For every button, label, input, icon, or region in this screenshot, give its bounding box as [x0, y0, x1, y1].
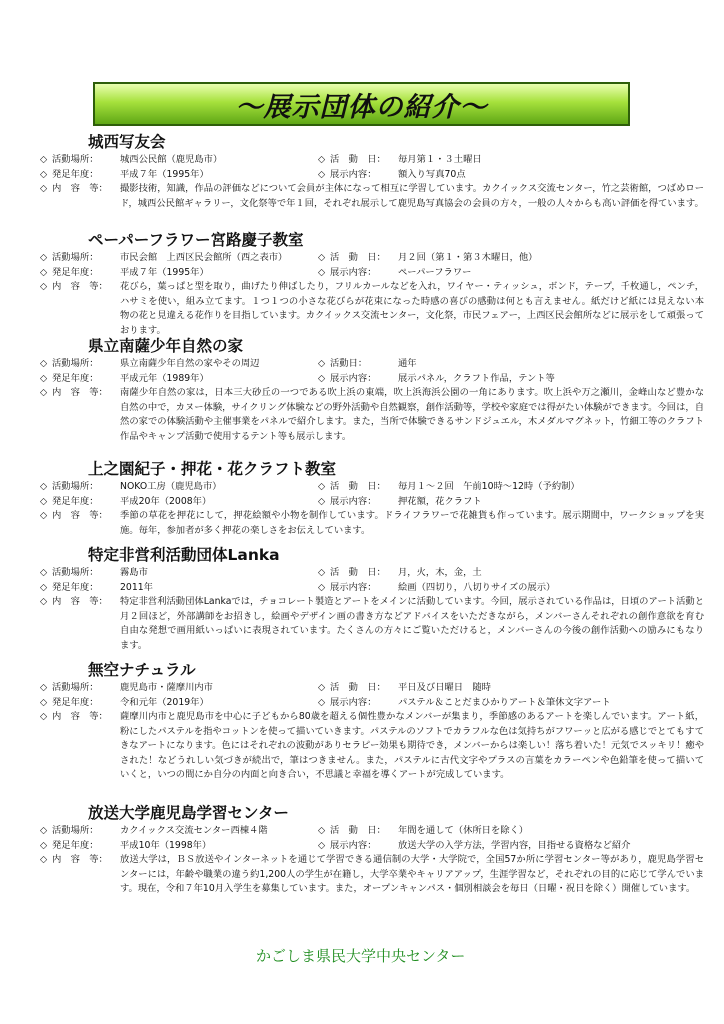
info-row: ◇ 活動場所： 県立南薩少年自然の家やその周辺 ◇ 活動日： 通年: [40, 357, 704, 372]
info-row: ◇ 発足年度： 平成20年（2008年） ◇ 展示内容： 押花額，花クラフト: [40, 495, 704, 510]
diamond-bullet-icon: ◇: [318, 372, 326, 384]
diamond-bullet-icon: ◇: [318, 252, 326, 263]
diamond-bullet-icon: ◇: [40, 510, 48, 521]
diamond-bullet-icon: ◇: [318, 266, 326, 278]
diamond-bullet-icon: ◇: [40, 154, 48, 165]
diamond-bullet-icon: ◇: [318, 358, 326, 369]
description-row: ◇ 内 容 等： 花びら，葉っぱと型を取り，曲げたり伸ばしたり，フリルカールなどを入れ，ワイヤー・ティッシュ，ボンド，テープ，千枚通し，ペンチ，ハサミを使い，組み立てます。１つ１つの小さな花びらが花束になった時感の喜びの感動は何とも言えません。紙だけど紙には見えない本物の花と見違える花作りを目指しています。カクイックス交流センター，文化祭，市民フェアー，上西区民会館所などに展示をして頑張っております。: [40, 280, 704, 338]
description-text: 特定非営利活動団体Lankaでは，チョコレート製造とアートをメインに活動しています。今回，展示されている作品は，日頃のアート活動と月２回ほど，外部講師をお招きし，絵画やデザイン画の書き方などアドバイスをいただきながら，メンバーさんそれぞれの創作意欲を育む自由な発想で画用紙いっぱいに表現されています。たくさんの方々にご覧いただけると，メンバーさんの今後の創作活動への励みにもなります。: [120, 596, 704, 651]
diamond-bullet-icon: ◇: [318, 495, 326, 507]
info-row: ◇ 活動場所： NOKO工房（鹿児島市） ◇ 活 動 日： 毎月１～２回 午前10時～12時（予約制）: [40, 480, 704, 495]
diamond-bullet-icon: ◇: [40, 358, 48, 369]
footer-organization: かごしま県民大学中央センター: [256, 947, 466, 965]
diamond-bullet-icon: ◇: [318, 168, 326, 180]
description-text: 季節の草花を押花にして，押花絵額や小物を制作しています。ドライフラワーで花雑貨も作っています。展示期間中，ワークショップを実施。毎年，参加者が多く押花の楽しさをお伝えしています。: [120, 510, 704, 536]
diamond-bullet-icon: ◇: [40, 839, 48, 851]
section-title: 特定非営利活動団体Lanka: [88, 546, 280, 564]
info-row: ◇ 活動場所： 霧島市 ◇ 活 動 日： 月，火，木，金，土: [40, 566, 704, 581]
diamond-bullet-icon: ◇: [40, 696, 48, 708]
description-text: 花びら，葉っぱと型を取り，曲げたり伸ばしたり，フリルカールなどを入れ，ワイヤー・ティッシュ，ボンド，テープ，千枚通し，ペンチ，ハサミを使い，組み立てます。１つ１つの小さな花びらが花束になった時感の喜びの感動は何とも言えません。紙だけど紙には見えない本物の花と見違える花作りを目指しています。カクイックス交流センター，文化祭，市民フェアー，上西区民会館所などに展示をして頑張っております。: [120, 281, 704, 336]
group-section-oshibana: [40, 458, 704, 538]
description-row: ◇ 内 容 等： 季節の草花を押花にして，押花絵額や小物を制作しています。ドライフラワーで花雑貨も作っています。展示期間中，ワークショップを実施。毎年，参加者が多く押花の楽しさをお伝えしています。: [40, 509, 704, 538]
group-section-hoso-daigaku: [40, 802, 704, 897]
description-text: 南薩少年自然の家は，日本三大砂丘の一つである吹上浜の東端，吹上浜海浜公園の一角にあります。吹上浜や万之瀬川，金峰山など豊かな自然の中で，カヌー体験，サイクリング体験などの野外活動や自然観察，創作活動等，学校や家庭では得がたい体験ができます。今回は，自然の家での体験活動や主催事業をパネルで紹介します。また，当所で体験できるサンドジュエル，木メダルマグネット，竹細工等のクラフト作品やキャンプ活動で使用するテント等も展示します。: [120, 387, 704, 442]
info-row: ◇ 発足年度： 2011年 ◇ 展示内容： 絵画（四切り，八切りサイズの展示）: [40, 581, 704, 596]
diamond-bullet-icon: ◇: [40, 387, 48, 398]
diamond-bullet-icon: ◇: [318, 825, 326, 836]
section-title: 無空ナチュラル: [88, 661, 196, 679]
description-text: 薩摩川内市と鹿児島市を中心に子どもから80歳を超える個性豊かなメンバーが集まり，季節感のあるアートを楽しんでいます。アート紙，粉にしたパステルを指やコットンを使って描いていきます。パステルのソフトでカラフルな色は気持ちがフワーッと広がる感じでとてもすてきなアートになります。色にはそれぞれの波動がありセラピー効果も期待でき，メンバーからは楽しい！落ち着いた！元気でスッキリ！癒やされた！などうれしい気づきが続出で，筆はつきません。また，パステルに古代文字やプラスの言葉をカラーペンや色鉛筆を使って描いていくと，いつの間にか自分の内面と向き合い，不思議と幸福を導くアートが完成しています。: [120, 711, 704, 780]
description-text: 撮影技術，知識，作品の評価などについて会員が主体になって相互に学習しています。カクイックス交流センター，竹之芸術館，つばめロード，城西公民館ギャラリー，文化祭等で年１回，それぞれ展示して鹿児島写真協会の会員の方々，一般の人々からも高い評価を得ています。: [120, 183, 704, 209]
diamond-bullet-icon: ◇: [40, 183, 48, 194]
section-title: 県立南薩少年自然の家: [88, 337, 244, 355]
diamond-bullet-icon: ◇: [40, 266, 48, 278]
diamond-bullet-icon: ◇: [40, 481, 48, 492]
section-title: 城西写友会: [88, 133, 166, 151]
diamond-bullet-icon: ◇: [40, 596, 48, 607]
info-row: ◇ 活動場所： カクイックス交流センター西棟４階 ◇ 活 動 日： 年間を通して（休所日を除く）: [40, 824, 704, 839]
diamond-bullet-icon: ◇: [40, 281, 48, 292]
info-row: ◇ 発足年度： 平成７年（1995年） ◇ 展示内容： 額入り写真70点: [40, 168, 704, 183]
diamond-bullet-icon: ◇: [318, 696, 326, 708]
group-section-paperflower: [40, 229, 704, 338]
group-section-joseisha: [40, 131, 704, 211]
info-row: ◇ 発足年度： 平成７年（1995年） ◇ 展示内容： ペーパーフラワー: [40, 266, 704, 281]
description-row: ◇ 内 容 等： 撮影技術，知識，作品の評価などについて会員が主体になって相互に学習しています。カクイックス交流センター，竹之芸術館，つばめロード，城西公民館ギャラリー，文化祭等で年１回，それぞれ展示して鹿児島写真協会の会員の方々，一般の人々からも高い評価を得ています。: [40, 182, 704, 211]
diamond-bullet-icon: ◇: [40, 825, 48, 836]
banner-title: ～展示団体の紹介～: [235, 91, 488, 123]
group-section-nansatsu: [40, 335, 704, 444]
info-row: ◇ 発足年度： 平成10年（1998年） ◇ 展示内容： 放送大学の入学方法，学習内容，目指せる資格など紹介: [40, 839, 704, 854]
info-row: ◇ 発足年度： 令和元年（2019年） ◇ 展示内容： パステル＆ことだまひかりアート＆筆休文字アート: [40, 696, 704, 711]
diamond-bullet-icon: ◇: [40, 567, 48, 578]
diamond-bullet-icon: ◇: [40, 682, 48, 693]
diamond-bullet-icon: ◇: [318, 154, 326, 165]
diamond-bullet-icon: ◇: [318, 567, 326, 578]
info-row: ◇ 発足年度： 平成元年（1989年） ◇ 展示内容： 展示パネル，クラフト作品，テント等: [40, 372, 704, 387]
diamond-bullet-icon: ◇: [40, 854, 48, 865]
section-title: 放送大学鹿児島学習センター: [88, 804, 289, 822]
description-row: ◇ 内 容 等： 薩摩川内市と鹿児島市を中心に子どもから80歳を超える個性豊かなメンバーが集まり，季節感のあるアートを楽しんでいます。アート紙，粉にしたパステルを指やコットンを使って描いていきます。パステルのソフトでカラフルな色は気持ちがフワーッと広がる感じでとてもすてきなアートになります。色にはそれぞれの波動がありセラピー効果も期待でき，メンバーからは楽しい！落ち着いた！元気でスッキリ！癒やされた！などうれしい気づきが続出で，筆はつきません。また，パステルに古代文字やプラスの言葉をカラーペンや色鉛筆を使って描いていくと，いつの間にか自分の内面と向き合い，不思議と幸福を導くアートが完成しています。: [40, 710, 704, 783]
group-section-lanka: [40, 544, 704, 653]
diamond-bullet-icon: ◇: [40, 372, 48, 384]
group-section-mukuu: [40, 659, 704, 783]
description-row: ◇ 内 容 等： 特定非営利活動団体Lankaでは，チョコレート製造とアートをメインに活動しています。今回，展示されている作品は，日頃のアート活動と月２回ほど，外部講師をお招きし，絵画やデザイン画の書き方などアドバイスをいただきながら，メンバーさんそれぞれの創作意欲を育む自由な発想で画用紙いっぱいに表現されています。たくさんの方々にご覧いただけると，メンバーさんの今後の創作活動への励みにもなります。: [40, 595, 704, 653]
info-row: ◇ 活動場所： 鹿児島市・薩摩川内市 ◇ 活 動 日： 平日及び日曜日 随時: [40, 681, 704, 696]
description-row: ◇ 内 容 等： 南薩少年自然の家は，日本三大砂丘の一つである吹上浜の東端，吹上浜海浜公園の一角にあります。吹上浜や万之瀬川，金峰山など豊かな自然の中で，カヌー体験，サイクリング体験などの野外活動や自然観察，創作活動等，学校や家庭では得がたい体験ができます。今回は，自然の家での体験活動や主催事業をパネルで紹介します。また，当所で体験できるサンドジュエル，木メダルマグネット，竹細工等のクラフト作品やキャンプ活動で使用するテント等も展示します。: [40, 386, 704, 444]
title-banner: [93, 82, 630, 126]
diamond-bullet-icon: ◇: [318, 839, 326, 851]
description-text: 放送大学は，ＢＳ放送やインターネットを通じて学習できる通信制の大学・大学院で，全国57か所に学習センター等があり，鹿児島学習センターには，年齢や職業の違う約1,200人の学生が在籍し，大学卒業やキャリアアップ，生涯学習など，それぞれの目的に応じて学んでいます。現在，令和７年10月入学生を募集しています。また，オープンキャンパス・個別相談会を毎日（日曜・祝日を除く）開催しています。: [120, 854, 704, 894]
description-row: ◇ 内 容 等： 放送大学は，ＢＳ放送やインターネットを通じて学習できる通信制の大学・大学院で，全国57か所に学習センター等があり，鹿児島学習センターには，年齢や職業の違う約1,200人の学生が在籍し，大学卒業やキャリアアップ，生涯学習など，それぞれの目的に応じて学んでいます。現在，令和７年10月入学生を募集しています。また，オープンキャンパス・個別相談会を毎日（日曜・祝日を除く）開催しています。: [40, 853, 704, 897]
section-title: 上之園紀子・押花・花クラフト教室: [88, 460, 337, 478]
diamond-bullet-icon: ◇: [40, 711, 48, 722]
info-row: ◇ 活動場所： 城西公民館（鹿児島市） ◇ 活 動 日： 毎月第１・３土曜日: [40, 153, 704, 168]
diamond-bullet-icon: ◇: [40, 495, 48, 507]
diamond-bullet-icon: ◇: [318, 682, 326, 693]
diamond-bullet-icon: ◇: [40, 252, 48, 263]
diamond-bullet-icon: ◇: [40, 168, 48, 180]
section-title: ペーパーフラワー宮路慶子教室: [88, 231, 304, 249]
info-row: ◇ 活動場所： 市民会館 上西区民会館所（西之表市） ◇ 活 動 日： 月２回（第１・第３木曜日，他）: [40, 251, 704, 266]
diamond-bullet-icon: ◇: [318, 581, 326, 593]
diamond-bullet-icon: ◇: [40, 581, 48, 593]
diamond-bullet-icon: ◇: [318, 481, 326, 492]
